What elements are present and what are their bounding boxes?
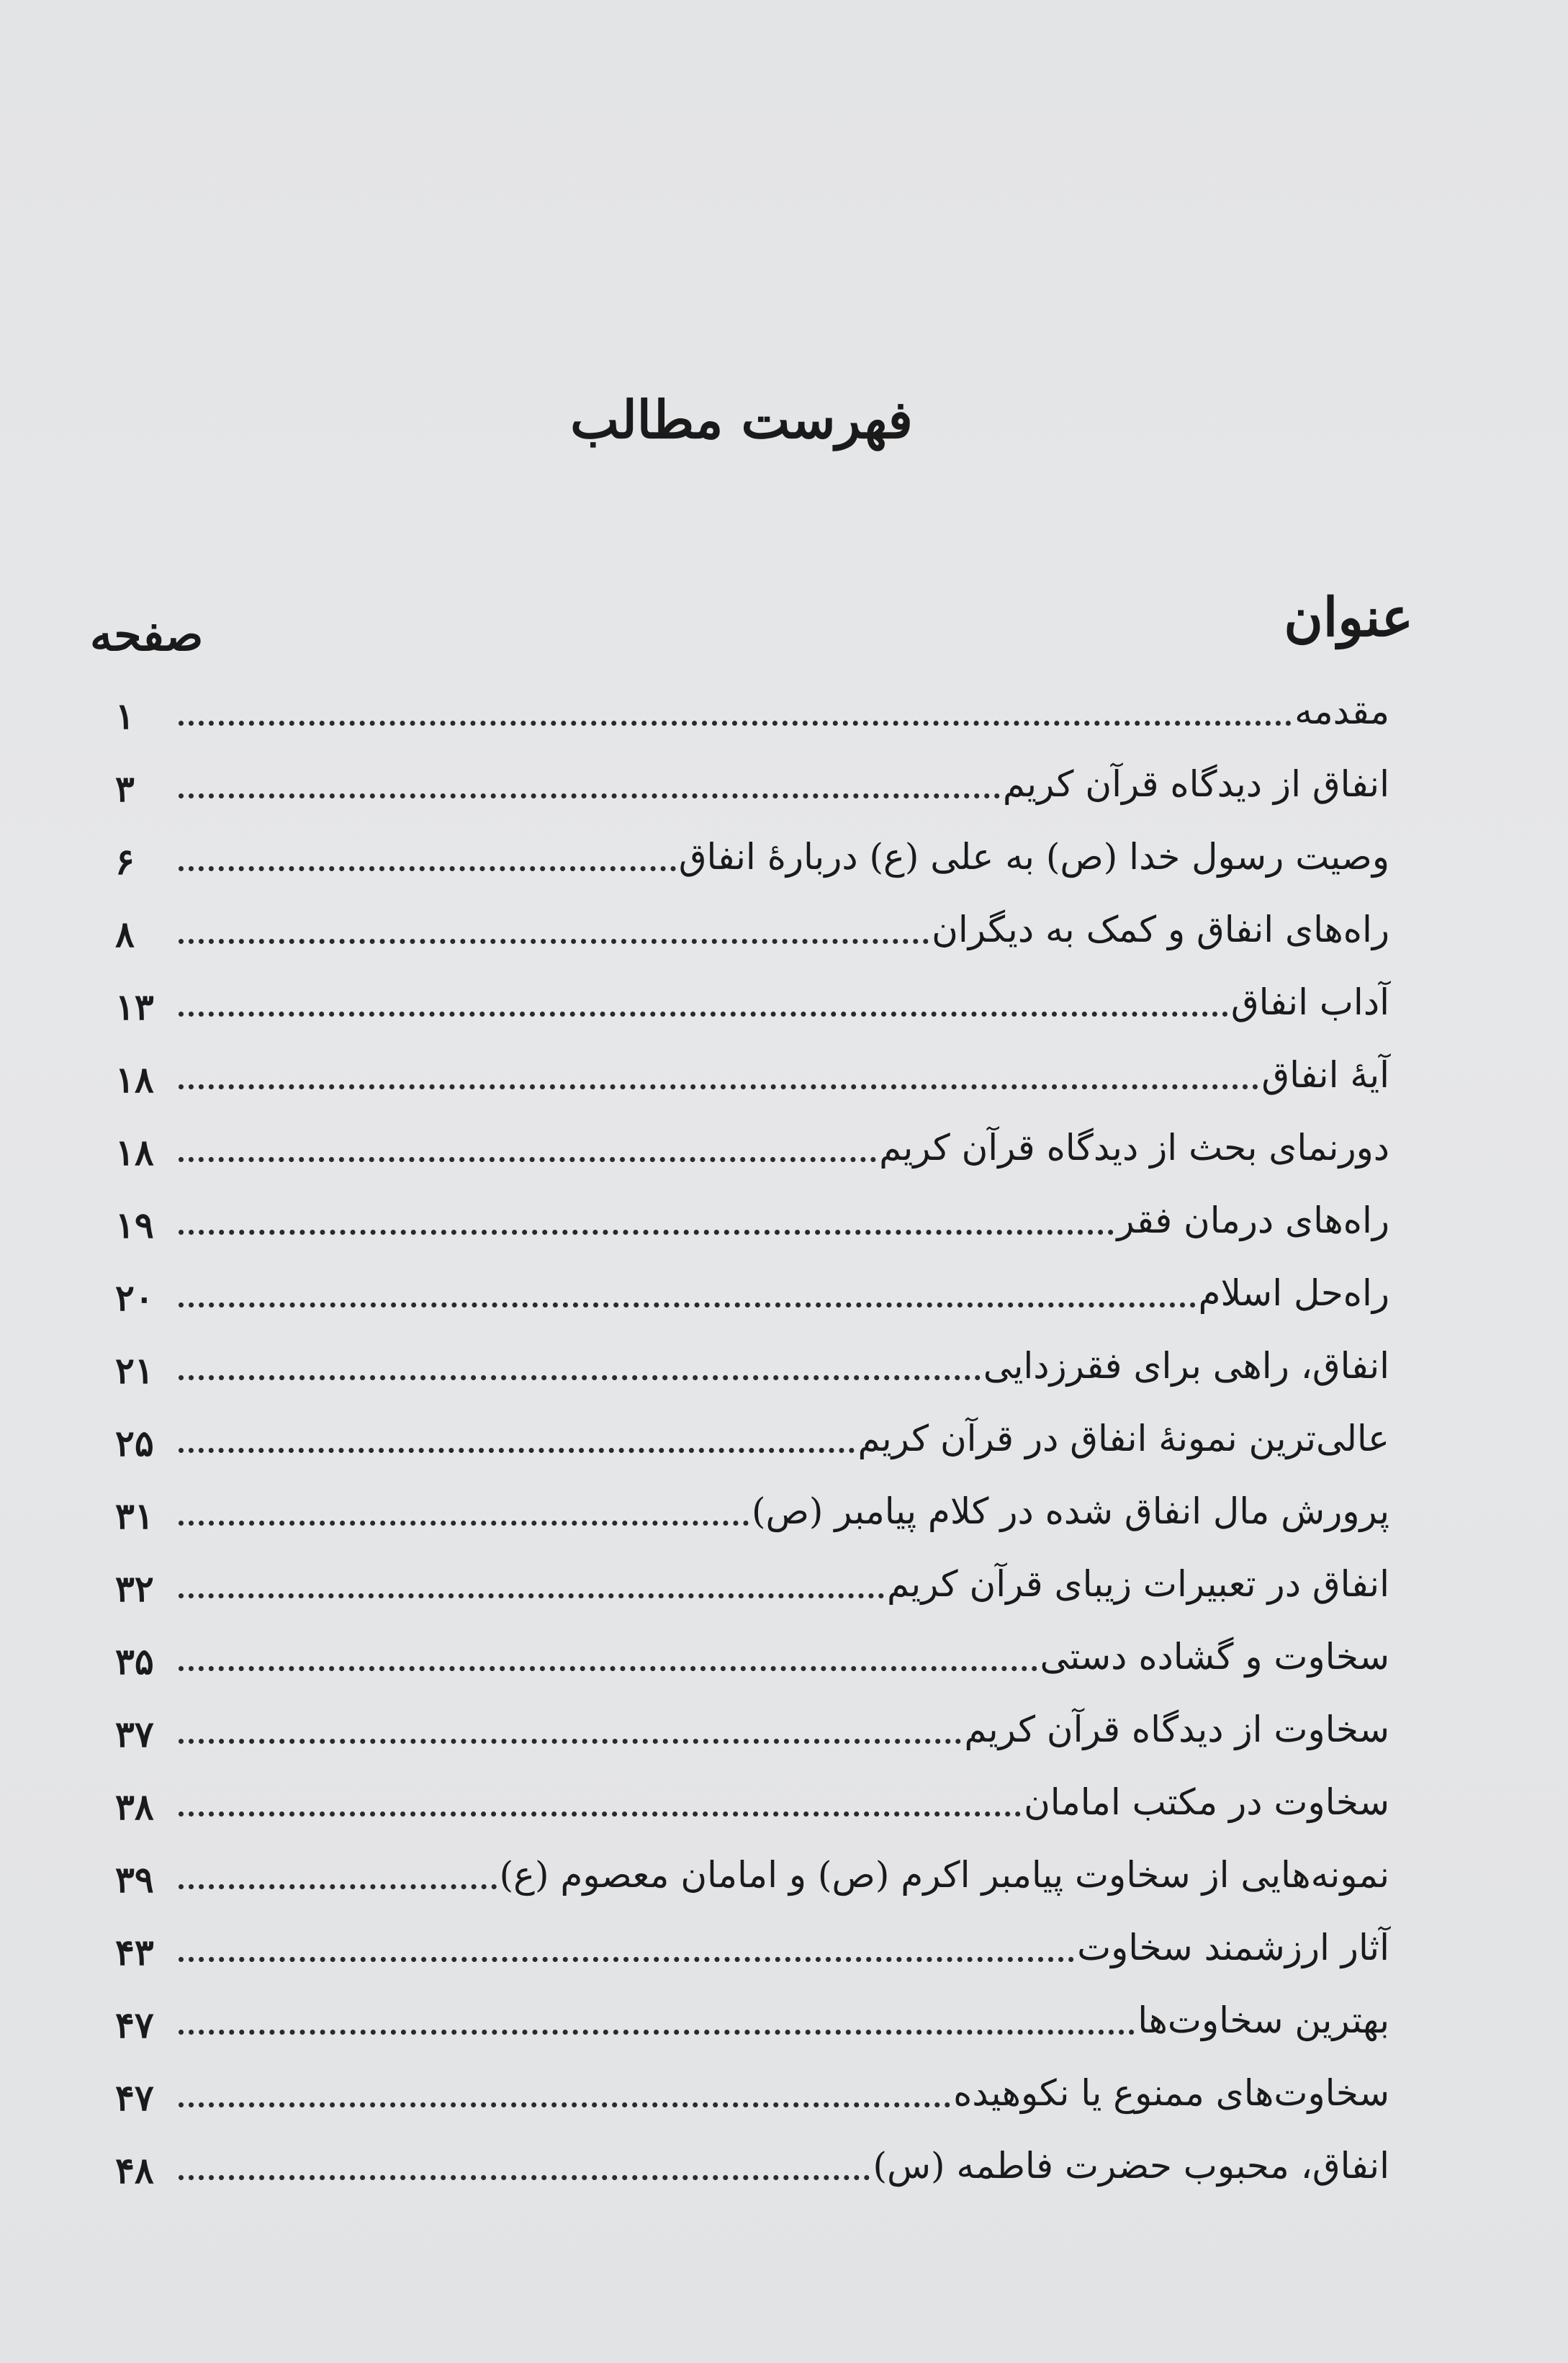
toc-entry-page: ۴۷ [115,2004,154,2046]
dot-leader [179,2102,950,2107]
toc-entry-title: راه‌های انفاق و کمک به دیگران [932,909,1389,950]
toc-row [115,1110,1389,1182]
toc-entry-page: ۳۵ [115,1640,154,1683]
toc-entry-title: آیهٔ انفاق [1261,1054,1389,1096]
toc-entry-page: ۳۱ [115,1495,154,1537]
toc-entry-page: ۴۷ [115,2076,154,2119]
toc-entry-title: آداب انفاق [1230,981,1389,1023]
dot-leader [179,1957,1074,1962]
toc-row [115,1764,1389,1837]
toc-row [115,819,1389,891]
toc-row [115,1400,1389,1473]
dot-leader [179,1375,981,1380]
toc-row [115,1037,1389,1110]
toc-entry-title: بهترین سخاوت‌ها [1137,1999,1389,2041]
toc-entry-title: انفاق، راهی برای فقرزدایی [983,1345,1389,1387]
toc-entry-title: راه‌های درمان فقر [1117,1199,1389,1241]
column-header-page: صفحه [90,608,204,661]
toc-entry-page: ۱۸ [115,1131,154,1174]
toc-entry-page: ۱ [115,695,135,737]
toc-entry-title: وصیت رسول خدا (ص) به علی (ع) دربارهٔ انفاق [678,836,1389,878]
toc-row [115,2055,1389,2128]
dot-leader [179,939,929,944]
toc-entry-title: انفاق از دیدگاه قرآن کریم [1002,763,1389,805]
toc-row [115,1182,1389,1255]
table-of-contents [115,673,1389,2200]
toc-entry-title: سخاوت در مکتب امامان [1024,1781,1389,1823]
toc-entry-page: ۲۰ [115,1277,154,1319]
toc-entry-page: ۴۳ [115,1931,154,1973]
toc-entry-title: سخاوت از دیدگاه قرآن کریم [964,1709,1389,1750]
dot-leader [179,793,1000,798]
toc-row [115,1255,1389,1328]
dot-leader [179,1739,961,1744]
toc-entry-title: راه‌حل اسلام [1198,1272,1389,1314]
toc-entry-title: انفاق، محبوب حضرت فاطمه (س) [873,2145,1389,2187]
toc-row [115,1546,1389,1619]
toc-row [115,673,1389,746]
dot-leader [179,2175,870,2180]
toc-row [115,1473,1389,1546]
toc-entry-title: نمونه‌هایی از سخاوت پیامبر اکرم (ص) و امامان معصوم (ع) [499,1854,1389,1896]
toc-row [115,891,1389,964]
toc-entry-title: دورنمای بحث از دیدگاه قرآن کریم [879,1127,1389,1169]
dot-leader [179,1012,1228,1017]
dot-leader [179,1666,1037,1671]
toc-entry-page: ۲۵ [115,1422,154,1464]
toc-entry-page: ۳۸ [115,1786,154,1828]
toc-row [115,1619,1389,1691]
dot-leader [179,1302,1196,1307]
toc-row [115,1837,1389,1909]
toc-row [115,1328,1389,1400]
toc-entry-page: ۳ [115,768,135,810]
dot-leader [179,1230,1114,1235]
dot-leader [179,1593,884,1598]
toc-entry-page: ۶ [115,840,135,883]
dot-leader [179,1157,876,1162]
page-title: فهرست مطالب [570,389,913,450]
toc-row [115,2128,1389,2200]
toc-entry-page: ۳۲ [115,1567,154,1610]
toc-row [115,1982,1389,2055]
toc-entry-page: ۴۸ [115,2149,154,2192]
toc-entry-page: ۳۷ [115,1713,154,1755]
toc-entry-page: ۱۹ [115,1204,154,1246]
toc-entry-title: انفاق در تعبیرات زیبای قرآن کریم [887,1563,1389,1605]
toc-entry-title: سخاوت‌های ممنوع یا نکوهیده [953,2072,1389,2114]
toc-entry-page: ۲۱ [115,1349,154,1392]
toc-entry-page: ۳۹ [115,1858,154,1901]
dot-leader [179,1084,1258,1089]
toc-entry-page: ۸ [115,913,135,955]
toc-entry-title: مقدمه [1294,690,1389,732]
dot-leader [179,1448,855,1453]
toc-row [115,1691,1389,1764]
dot-leader [179,1521,749,1526]
toc-entry-title: عالی‌ترین نمونهٔ انفاق در قرآن کریم [857,1418,1389,1459]
dot-leader [179,1884,497,1889]
toc-entry-page: ۱۳ [115,986,154,1028]
toc-entry-title: آثار ارزشمند سخاوت [1077,1927,1389,1968]
column-header-topic: عنوان [1284,587,1413,649]
toc-entry-title: پرورش مال انفاق شده در کلام پیامبر (ص) [751,1490,1389,1532]
toc-row [115,964,1389,1037]
toc-entry-title: سخاوت و گشاده دستی [1040,1636,1389,1678]
toc-row [115,1909,1389,1982]
dot-leader [179,1811,1021,1817]
dot-leader [179,866,676,871]
dot-leader [179,721,1292,726]
toc-row [115,746,1389,819]
dot-leader [179,2030,1135,2035]
toc-entry-page: ۱۸ [115,1058,154,1101]
